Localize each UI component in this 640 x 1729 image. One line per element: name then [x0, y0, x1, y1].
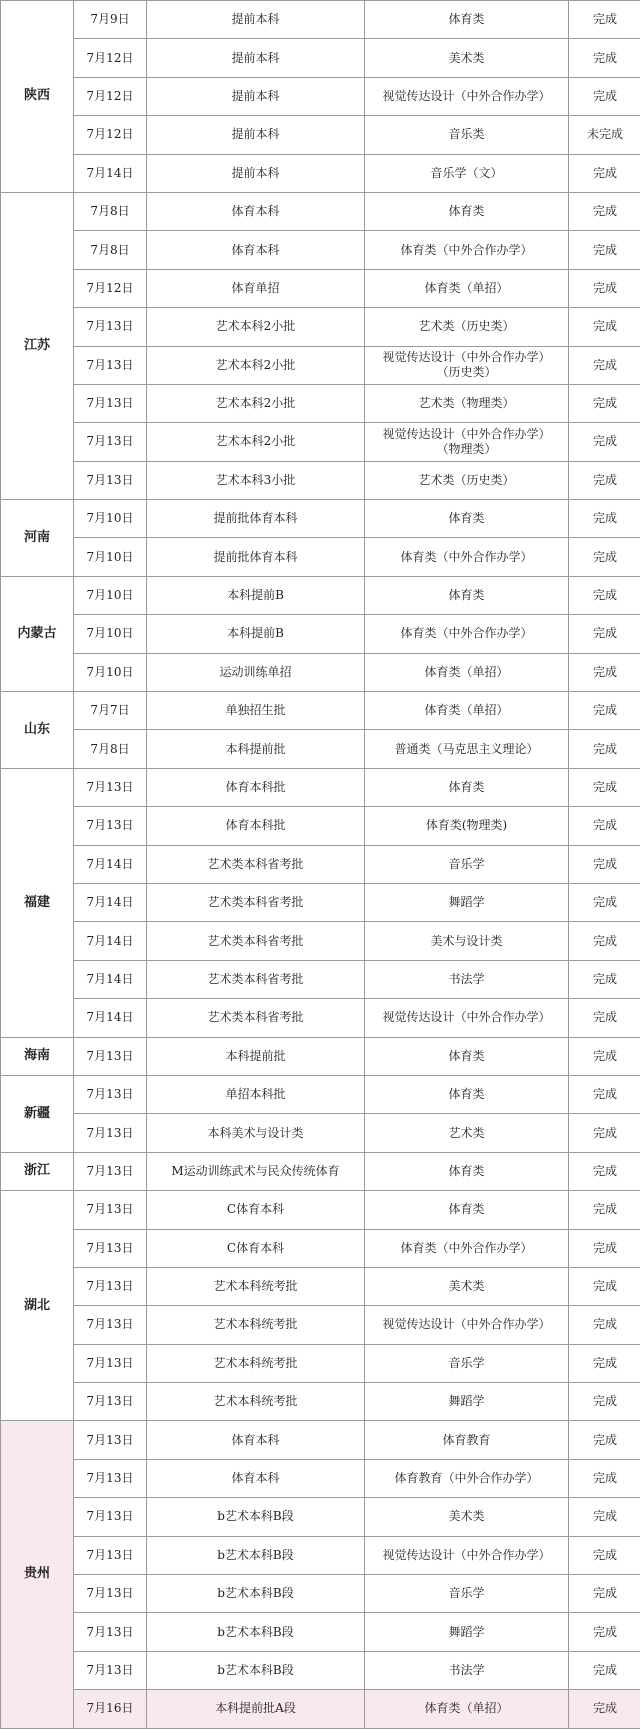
major-cell: 艺术类: [365, 1114, 569, 1152]
date-cell: 7月13日: [74, 1344, 147, 1382]
status-cell: 完成: [569, 1536, 640, 1574]
status-cell: 完成: [569, 692, 640, 730]
status-cell: 完成: [569, 461, 640, 499]
date-cell: 7月13日: [74, 1459, 147, 1497]
batch-cell: 运动训练单招: [147, 653, 365, 691]
status-cell: 完成: [569, 154, 640, 192]
status-cell: 完成: [569, 1075, 640, 1113]
table-row: [1, 883, 640, 921]
major-cell: 体育类（单招）: [365, 1690, 569, 1728]
status-cell: 完成: [569, 77, 640, 115]
province-cell: 陕西: [1, 1, 74, 193]
table-row: [1, 845, 640, 883]
date-cell: 7月8日: [74, 231, 147, 269]
table-row: [1, 1421, 640, 1459]
date-cell: 7月13日: [74, 768, 147, 806]
date-cell: 7月13日: [74, 1536, 147, 1574]
batch-cell: 提前本科: [147, 154, 365, 192]
major-cell: 视觉传达设计（中外合作办学） （历史类）: [365, 346, 569, 384]
table-row: [1, 116, 640, 154]
table-row: [1, 922, 640, 960]
major-cell: 体育类（单招）: [365, 269, 569, 307]
province-cell: 海南: [1, 1037, 74, 1075]
status-cell: 完成: [569, 308, 640, 346]
status-cell: 完成: [569, 39, 640, 77]
status-cell: 完成: [569, 999, 640, 1037]
major-cell: 体育类（中外合作办学）: [365, 538, 569, 576]
batch-cell: 艺术本科统考批: [147, 1306, 365, 1344]
major-cell: 音乐学: [365, 1344, 569, 1382]
table-row: [1, 807, 640, 845]
major-cell: 舞蹈学: [365, 1383, 569, 1421]
batch-cell: 艺术本科3小批: [147, 461, 365, 499]
date-cell: 7月12日: [74, 116, 147, 154]
batch-cell: 艺术本科2小批: [147, 384, 365, 422]
status-cell: 完成: [569, 1383, 640, 1421]
date-cell: 7月14日: [74, 883, 147, 921]
status-cell: 未完成: [569, 116, 640, 154]
major-cell: 美术类: [365, 39, 569, 77]
status-cell: 完成: [569, 1344, 640, 1382]
date-cell: 7月13日: [74, 1306, 147, 1344]
table-row: [1, 1, 640, 39]
date-cell: 7月12日: [74, 39, 147, 77]
table-row: [1, 960, 640, 998]
batch-cell: 体育本科: [147, 231, 365, 269]
status-cell: 完成: [569, 269, 640, 307]
date-cell: 7月13日: [74, 1575, 147, 1613]
batch-cell: 艺术本科统考批: [147, 1344, 365, 1382]
status-cell: 完成: [569, 1651, 640, 1689]
date-cell: 7月13日: [74, 1421, 147, 1459]
major-cell: 体育类: [365, 500, 569, 538]
table-row: [1, 1575, 640, 1613]
batch-cell: 提前本科: [147, 1, 365, 39]
major-cell: 音乐学: [365, 1575, 569, 1613]
date-cell: 7月13日: [74, 1191, 147, 1229]
batch-cell: 艺术本科2小批: [147, 308, 365, 346]
major-cell: 音乐类: [365, 116, 569, 154]
table-row: [1, 1037, 640, 1075]
status-cell: 完成: [569, 1498, 640, 1536]
major-cell: 体育教育（中外合作办学）: [365, 1459, 569, 1497]
date-cell: 7月8日: [74, 192, 147, 230]
table-row: [1, 692, 640, 730]
table-row: [1, 500, 640, 538]
table-row: [1, 308, 640, 346]
date-cell: 7月13日: [74, 1383, 147, 1421]
status-cell: 完成: [569, 1690, 640, 1728]
date-cell: 7月10日: [74, 653, 147, 691]
batch-cell: b艺术本科B段: [147, 1651, 365, 1689]
batch-cell: b艺术本科B段: [147, 1613, 365, 1651]
table-row: [1, 269, 640, 307]
major-cell: 体育类（中外合作办学）: [365, 231, 569, 269]
major-cell: 体育类（单招）: [365, 653, 569, 691]
batch-cell: 单招本科批: [147, 1075, 365, 1113]
date-cell: 7月13日: [74, 1229, 147, 1267]
table-row: [1, 999, 640, 1037]
major-cell: 体育类: [365, 576, 569, 614]
major-cell: 体育类（中外合作办学）: [365, 615, 569, 653]
date-cell: 7月13日: [74, 308, 147, 346]
batch-cell: 体育单招: [147, 269, 365, 307]
province-cell: 贵州: [1, 1421, 74, 1728]
batch-cell: 艺术类本科省考批: [147, 960, 365, 998]
province-cell: 浙江: [1, 1152, 74, 1190]
batch-cell: b艺术本科B段: [147, 1536, 365, 1574]
status-cell: 完成: [569, 1191, 640, 1229]
province-cell: 福建: [1, 768, 74, 1037]
table-row: [1, 1229, 640, 1267]
table-row: [1, 1267, 640, 1305]
table-row: [1, 1152, 640, 1190]
table-row: [1, 576, 640, 614]
status-cell: 完成: [569, 1037, 640, 1075]
major-cell: 舞蹈学: [365, 1613, 569, 1651]
table-row: [1, 1498, 640, 1536]
status-cell: 完成: [569, 845, 640, 883]
batch-cell: 艺术类本科省考批: [147, 922, 365, 960]
province-cell: 河南: [1, 500, 74, 577]
table-row: [1, 615, 640, 653]
province-cell: 江苏: [1, 192, 74, 499]
status-cell: 完成: [569, 768, 640, 806]
table-row: [1, 154, 640, 192]
date-cell: 7月14日: [74, 845, 147, 883]
batch-cell: 本科提前批: [147, 730, 365, 768]
date-cell: 7月14日: [74, 922, 147, 960]
table-row: [1, 1651, 640, 1689]
batch-cell: 本科提前批A段: [147, 1690, 365, 1728]
table-row: [1, 768, 640, 806]
major-cell: 视觉传达设计（中外合作办学）: [365, 999, 569, 1037]
batch-cell: C体育本科: [147, 1191, 365, 1229]
batch-cell: 艺术类本科省考批: [147, 883, 365, 921]
date-cell: 7月16日: [74, 1690, 147, 1728]
major-cell: 艺术类（历史类）: [365, 308, 569, 346]
date-cell: 7月13日: [74, 423, 147, 461]
date-cell: 7月10日: [74, 538, 147, 576]
status-cell: 完成: [569, 423, 640, 461]
status-cell: 完成: [569, 807, 640, 845]
major-cell: 视觉传达设计（中外合作办学）: [365, 77, 569, 115]
table-row: [1, 1613, 640, 1651]
status-cell: 完成: [569, 1459, 640, 1497]
table-row: [1, 653, 640, 691]
date-cell: 7月10日: [74, 576, 147, 614]
batch-cell: 艺术本科2小批: [147, 346, 365, 384]
major-cell: 音乐学: [365, 845, 569, 883]
date-cell: 7月13日: [74, 384, 147, 422]
date-cell: 7月10日: [74, 500, 147, 538]
batch-cell: 提前本科: [147, 77, 365, 115]
batch-cell: b艺术本科B段: [147, 1575, 365, 1613]
date-cell: 7月10日: [74, 615, 147, 653]
table-row: [1, 1536, 640, 1574]
province-cell: 山东: [1, 692, 74, 769]
batch-cell: 提前本科: [147, 116, 365, 154]
major-cell: 美术类: [365, 1267, 569, 1305]
status-cell: 完成: [569, 653, 640, 691]
date-cell: 7月13日: [74, 1114, 147, 1152]
status-cell: 完成: [569, 192, 640, 230]
status-cell: 完成: [569, 231, 640, 269]
status-cell: 完成: [569, 922, 640, 960]
status-cell: 完成: [569, 1306, 640, 1344]
date-cell: 7月14日: [74, 960, 147, 998]
date-cell: 7月13日: [74, 461, 147, 499]
batch-cell: C体育本科: [147, 1229, 365, 1267]
status-cell: 完成: [569, 1613, 640, 1651]
major-cell: 普通类（马克思主义理论）: [365, 730, 569, 768]
status-cell: 完成: [569, 883, 640, 921]
date-cell: 7月14日: [74, 999, 147, 1037]
batch-cell: 艺术类本科省考批: [147, 845, 365, 883]
status-cell: 完成: [569, 615, 640, 653]
major-cell: 视觉传达设计（中外合作办学） （物理类）: [365, 423, 569, 461]
table-body: [1, 1, 640, 1729]
batch-cell: 本科提前B: [147, 576, 365, 614]
major-cell: 体育类: [365, 1191, 569, 1229]
major-cell: 视觉传达设计（中外合作办学）: [365, 1306, 569, 1344]
status-cell: 完成: [569, 1575, 640, 1613]
status-cell: 完成: [569, 960, 640, 998]
date-cell: 7月13日: [74, 346, 147, 384]
date-cell: 7月14日: [74, 154, 147, 192]
batch-cell: 单独招生批: [147, 692, 365, 730]
batch-cell: 艺术类本科省考批: [147, 999, 365, 1037]
major-cell: 体育类: [365, 1037, 569, 1075]
table-row: [1, 461, 640, 499]
province-cell: 湖北: [1, 1191, 74, 1421]
table-row: [1, 231, 640, 269]
table-row: [1, 1459, 640, 1497]
table-row: [1, 1690, 640, 1728]
table-row: [1, 77, 640, 115]
batch-cell: 艺术本科2小批: [147, 423, 365, 461]
major-cell: 美术类: [365, 1498, 569, 1536]
status-cell: 完成: [569, 1152, 640, 1190]
batch-cell: 艺术本科统考批: [147, 1383, 365, 1421]
major-cell: 艺术类（历史类）: [365, 461, 569, 499]
status-cell: 完成: [569, 1, 640, 39]
table-row: [1, 1191, 640, 1229]
date-cell: 7月9日: [74, 1, 147, 39]
major-cell: 体育类（中外合作办学）: [365, 1229, 569, 1267]
major-cell: 体育类: [365, 768, 569, 806]
status-cell: 完成: [569, 1267, 640, 1305]
table-row: [1, 423, 640, 461]
major-cell: 体育类（单招）: [365, 692, 569, 730]
batch-cell: 艺术本科统考批: [147, 1267, 365, 1305]
table-row: [1, 1114, 640, 1152]
date-cell: 7月13日: [74, 1498, 147, 1536]
date-cell: 7月13日: [74, 1037, 147, 1075]
batch-cell: 本科提前批: [147, 1037, 365, 1075]
table-row: [1, 39, 640, 77]
status-cell: 完成: [569, 1229, 640, 1267]
date-cell: 7月12日: [74, 269, 147, 307]
major-cell: 视觉传达设计（中外合作办学）: [365, 1536, 569, 1574]
status-cell: 完成: [569, 1421, 640, 1459]
table-row: [1, 538, 640, 576]
table-row: [1, 346, 640, 384]
major-cell: 体育类: [365, 1075, 569, 1113]
table-row: [1, 1344, 640, 1382]
major-cell: 体育类: [365, 192, 569, 230]
batch-cell: b艺术本科B段: [147, 1498, 365, 1536]
date-cell: 7月7日: [74, 692, 147, 730]
province-cell: 新疆: [1, 1075, 74, 1152]
date-cell: 7月13日: [74, 1267, 147, 1305]
province-cell: 内蒙古: [1, 576, 74, 691]
batch-cell: 本科美术与设计类: [147, 1114, 365, 1152]
date-cell: 7月8日: [74, 730, 147, 768]
batch-cell: 体育本科: [147, 1459, 365, 1497]
status-cell: 完成: [569, 576, 640, 614]
status-cell: 完成: [569, 500, 640, 538]
date-cell: 7月13日: [74, 807, 147, 845]
table-row: [1, 1383, 640, 1421]
batch-cell: 本科提前B: [147, 615, 365, 653]
table-row: [1, 384, 640, 422]
major-cell: 体育类: [365, 1, 569, 39]
batch-cell: 提前批体育本科: [147, 500, 365, 538]
batch-cell: 体育本科: [147, 1421, 365, 1459]
table-row: [1, 1306, 640, 1344]
batch-cell: 体育本科批: [147, 768, 365, 806]
table-row: [1, 192, 640, 230]
status-cell: 完成: [569, 1114, 640, 1152]
status-cell: 完成: [569, 346, 640, 384]
date-cell: 7月13日: [74, 1075, 147, 1113]
status-cell: 完成: [569, 384, 640, 422]
date-cell: 7月13日: [74, 1152, 147, 1190]
major-cell: 体育类: [365, 1152, 569, 1190]
status-cell: 完成: [569, 538, 640, 576]
batch-cell: 提前批体育本科: [147, 538, 365, 576]
major-cell: 书法学: [365, 960, 569, 998]
date-cell: 7月12日: [74, 77, 147, 115]
batch-cell: 提前本科: [147, 39, 365, 77]
major-cell: 艺术类（物理类）: [365, 384, 569, 422]
major-cell: 美术与设计类: [365, 922, 569, 960]
batch-cell: M运动训练武术与民众传统体育: [147, 1152, 365, 1190]
major-cell: 体育类(物理类): [365, 807, 569, 845]
major-cell: 体育教育: [365, 1421, 569, 1459]
date-cell: 7月13日: [74, 1613, 147, 1651]
table-row: [1, 1075, 640, 1113]
batch-cell: 体育本科批: [147, 807, 365, 845]
batch-cell: 体育本科: [147, 192, 365, 230]
major-cell: 书法学: [365, 1651, 569, 1689]
date-cell: 7月13日: [74, 1651, 147, 1689]
status-cell: 完成: [569, 730, 640, 768]
major-cell: 音乐学（文）: [365, 154, 569, 192]
major-cell: 舞蹈学: [365, 883, 569, 921]
table-row: [1, 730, 640, 768]
